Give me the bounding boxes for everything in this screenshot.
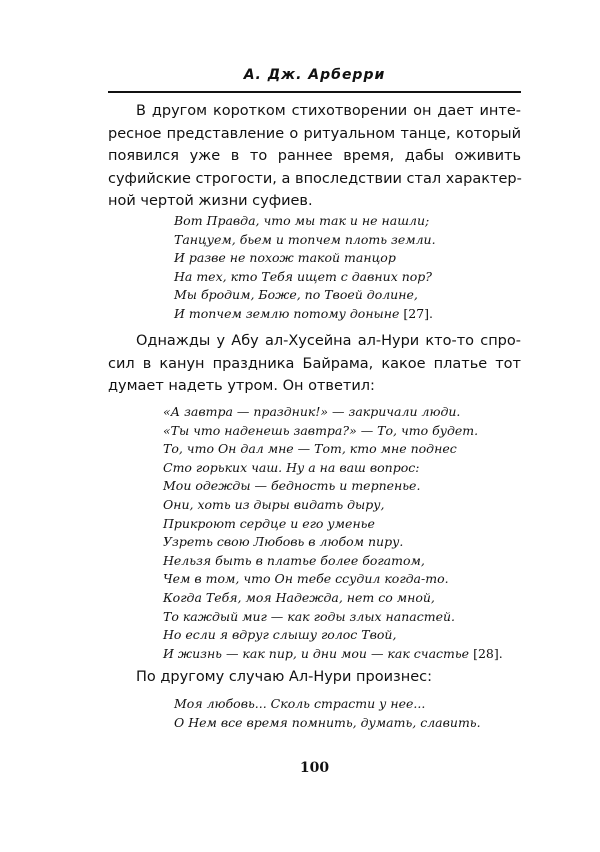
poem-line-last — [174, 305, 436, 324]
paragraph-line: думает надеть утром. Он ответил: — [108, 378, 375, 394]
poem-line: Они, хоть из дыры видать дыру, — [163, 496, 385, 512]
poem-line: Чем в том, что Он тебе ссудил когда-то. — [163, 571, 449, 587]
poem-line-text: И топчем землю потому доныне — [174, 305, 400, 321]
poem-line: Танцуем, бьем и топчем плоть земли. — [174, 231, 436, 247]
poem-line: То, что Он дал мне — Тот, кто мне поднес — [163, 441, 457, 457]
paragraph-line: ной чертой жизни суфиев. — [108, 193, 313, 209]
poem-line: Прикроют сердце и его уменье — [163, 515, 375, 531]
poem-line: Мы бродим, Боже, по Твоей долине, — [174, 287, 418, 303]
paragraph-another-occasion — [108, 666, 521, 689]
paragraph-line: По другому случаю Ал-Нури произнес: — [136, 669, 432, 685]
paragraph-line: В другом коротком стихотворении он дает инте- — [136, 103, 521, 119]
poem-line: Узреть свою Любовь в любом пиру. — [163, 534, 404, 550]
poem-line: Когда Тебя, моя Надежда, нет со мной, — [163, 589, 435, 605]
poem-line: То каждый миг — как годы злых напастей. — [163, 608, 455, 624]
paragraph-line: суфийские строгости, а впоследствии стал характер- — [108, 170, 522, 187]
header-rule — [108, 91, 521, 93]
poem-line: Сто горьких чаш. Ну а на ваш вопрос: — [163, 459, 420, 475]
citation-reference: [27]. — [403, 305, 433, 321]
paragraph-ritual-dance — [108, 100, 521, 213]
poem-line-text: И жизнь — как пир, и дни мои — как счастье — [163, 645, 470, 661]
poem-love — [174, 695, 481, 732]
poem-line: «А завтра — праздник!» — закричали люди. — [163, 404, 461, 419]
paragraph-line: появился уже в то раннее время, дабы оживить — [108, 148, 521, 164]
poem-feast-garments — [163, 403, 503, 663]
paragraph-line: Однажды у Абу ал-Хусейна ал-Нури кто-то спро- — [136, 333, 521, 349]
page-number: 100 — [299, 760, 330, 776]
paragraph-al-nuri-question — [108, 330, 521, 398]
poem-line: «Ты что наденешь завтра?» — То, что будет. — [163, 422, 479, 438]
poem-line: О Нем все время помнить, думать, славить. — [174, 714, 481, 730]
poem-line: И разве не похож такой танцор — [174, 250, 396, 266]
poem-line: Нельзя быть в платье более богатом, — [163, 552, 425, 568]
poem-line: Но если я вдруг слышу голос Твой, — [163, 627, 397, 643]
poem-line: Мои одежды — бедность и терпенье. — [163, 478, 421, 494]
running-header: А. Дж. Арберри — [243, 67, 386, 83]
poem-line: Вот Правда, что мы так и не нашли; — [174, 213, 430, 228]
paragraph-line: ресное представление о ритуальном танце, который — [108, 125, 521, 142]
poem-dance — [174, 212, 436, 324]
poem-line: Моя любовь... Сколь страсти у нее... — [174, 696, 426, 711]
poem-line-last — [163, 645, 503, 664]
poem-line: На тех, кто Тебя ищет с давних пор? — [174, 268, 433, 284]
citation-reference: [28]. — [473, 645, 503, 661]
paragraph-line: сил в канун праздника Байрама, какое платье тот — [108, 355, 521, 372]
